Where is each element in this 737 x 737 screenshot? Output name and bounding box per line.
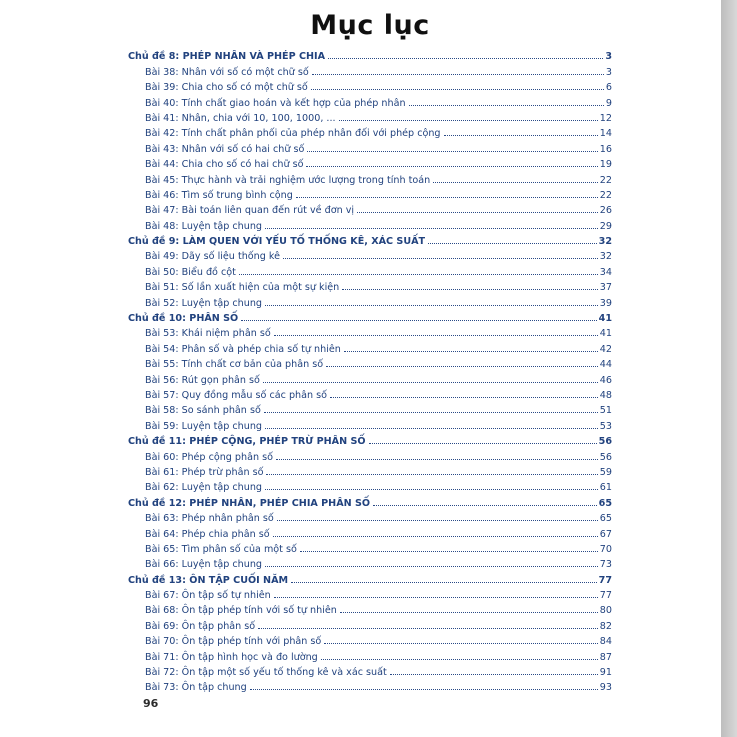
toc-item-row [128, 139, 612, 154]
dot-leader [250, 689, 598, 690]
toc-item-row [128, 324, 612, 339]
toc-entry-label: Bài 70: Ôn tập phép tính với phân số [145, 636, 322, 648]
dot-leader [330, 397, 598, 398]
toc-entry-page: 34 [599, 266, 612, 278]
toc-entry-label: Bài 40: Tính chất giao hoán và kết hợp của phép nhân [145, 97, 406, 109]
toc-entry-page: 22 [599, 189, 612, 201]
toc-item-row [128, 416, 612, 431]
toc-chapter-row [128, 432, 612, 447]
toc-entry-label: Bài 46: Tìm số trung bình cộng [145, 189, 293, 201]
page-number: 96 [143, 697, 159, 710]
toc-entry-page: 32 [599, 251, 612, 263]
toc-entry-page: 48 [599, 389, 612, 401]
toc-entry-label: Bài 58: So sánh phân số [145, 405, 261, 417]
toc-entry-label: Bài 67: Ôn tập số tự nhiên [145, 590, 271, 602]
toc-item-row [128, 186, 612, 201]
dot-leader [444, 135, 598, 136]
toc-entry-label: Bài 69: Ôn tập phân số [145, 620, 256, 632]
toc-entry-label: Chủ đề 13: ÔN TẬP CUỐI NĂM [128, 574, 289, 586]
dot-leader [312, 74, 604, 75]
dot-leader [306, 166, 597, 167]
dot-leader [390, 674, 598, 675]
dot-leader [265, 489, 598, 490]
toc-entry-label: Bài 72: Ôn tập một số yếu tố thống kê và xác suất [145, 667, 387, 679]
dot-leader [296, 197, 598, 198]
toc-entry-page: 3 [605, 51, 612, 63]
dot-leader [428, 243, 597, 244]
toc-entry-label: Bài 59: Luyện tập chung [145, 420, 263, 432]
toc-entry-page: 46 [599, 374, 612, 386]
toc-item-row [128, 647, 612, 662]
toc-entry-page: 19 [599, 159, 612, 171]
toc-entry-label: Bài 63: Phép nhân phân số [145, 513, 274, 525]
toc-item-row [128, 370, 612, 385]
toc-entry-label: Chủ đề 10: PHÂN SỐ [128, 313, 239, 325]
toc-item-row [128, 124, 612, 139]
dot-leader [273, 536, 598, 537]
toc-entry-label: Bài 54: Phân số và phép chia số tự nhiên [145, 343, 341, 355]
toc-entry-label: Chủ đề 11: PHÉP CỘNG, PHÉP TRỪ PHÂN SỐ [128, 436, 366, 448]
dot-leader [291, 582, 597, 583]
dot-leader [369, 443, 597, 444]
dot-leader [274, 597, 598, 598]
toc-entry-page: 67 [599, 528, 612, 540]
dot-leader [265, 305, 598, 306]
toc-entry-page: 16 [599, 143, 612, 155]
toc-entry-page: 77 [599, 590, 612, 602]
toc-entry-page: 59 [599, 466, 612, 478]
toc-entry-label: Bài 44: Chia cho số có hai chữ số [145, 159, 304, 171]
toc-entry-label: Bài 66: Luyện tập chung [145, 559, 263, 571]
toc-item-row [128, 509, 612, 524]
toc-entry-label: Bài 73: Ôn tập chung [145, 682, 247, 694]
toc-entry-label: Bài 38: Nhân với số có một chữ số [145, 66, 309, 78]
dot-leader [342, 289, 598, 290]
toc-entry-page: 41 [599, 328, 612, 340]
toc-item-row [128, 447, 612, 462]
dot-leader [265, 566, 598, 567]
toc-entry-label: Bài 50: Biểu đồ cột [145, 266, 236, 278]
toc-item-row [128, 663, 612, 678]
toc-item-row [128, 540, 612, 555]
dot-leader [328, 58, 603, 59]
toc-entry-page: 93 [599, 682, 612, 694]
toc-item-row [128, 355, 612, 370]
toc-item-row [128, 93, 612, 108]
toc-entry-label: Bài 62: Luyện tập chung [145, 482, 263, 494]
dot-leader [373, 505, 597, 506]
toc-entry-label: Bài 61: Phép trừ phân số [145, 466, 264, 478]
toc-item-row [128, 201, 612, 216]
page-edge-strip [721, 0, 737, 737]
toc-item-row [128, 463, 612, 478]
toc-entry-page: 37 [599, 282, 612, 294]
dot-leader [239, 274, 598, 275]
toc-entry-page: 56 [598, 436, 612, 448]
dot-leader [340, 612, 598, 613]
dot-leader [276, 459, 598, 460]
toc-entry-label: Bài 65: Tìm phân số của một số [145, 543, 297, 555]
toc-item-row [128, 616, 612, 631]
toc-entry-page: 41 [598, 313, 612, 325]
toc-entry-label: Bài 48: Luyện tập chung [145, 220, 263, 232]
toc-entry-page: 84 [599, 636, 612, 648]
toc-item-row [128, 278, 612, 293]
dot-leader [264, 412, 598, 413]
toc-entry-page: 32 [598, 236, 612, 248]
toc-entry-page: 51 [599, 405, 612, 417]
toc-entry-page: 9 [605, 97, 612, 109]
toc-entry-page: 77 [598, 574, 612, 586]
toc-item-row [128, 524, 612, 539]
toc-entry-page: 12 [599, 112, 612, 124]
toc-item-row [128, 478, 612, 493]
toc-item-row [128, 678, 612, 693]
dot-leader [274, 335, 598, 336]
toc-entry-label: Bài 41: Nhân, chia với 10, 100, 1000, ... [145, 112, 336, 124]
toc-entry-label: Bài 51: Số lần xuất hiện của một sự kiện [145, 282, 340, 294]
dot-leader [326, 366, 598, 367]
dot-leader [283, 258, 598, 259]
toc-entry-page: 91 [599, 667, 612, 679]
toc-entry-label: Bài 64: Phép chia phân số [145, 528, 270, 540]
toc-entry-page: 56 [599, 451, 612, 463]
toc-entry-page: 42 [599, 343, 612, 355]
toc-item-row [128, 555, 612, 570]
toc-item-row [128, 109, 612, 124]
toc-chapter-row [128, 47, 612, 62]
toc-item-row [128, 293, 612, 308]
toc-entry-page: 80 [599, 605, 612, 617]
dot-leader [409, 105, 604, 106]
toc-chapter-row [128, 493, 612, 508]
dot-leader [263, 382, 598, 383]
toc-entry-page: 3 [605, 66, 612, 78]
toc-entry-page: 73 [599, 559, 612, 571]
toc-chapter-row [128, 309, 612, 324]
toc-entry-label: Bài 43: Nhân với số có hai chữ số [145, 143, 305, 155]
toc-item-row [128, 62, 612, 77]
toc-entry-label: Bài 39: Chia cho số có một chữ số [145, 82, 308, 94]
toc-item-row [128, 586, 612, 601]
toc-entry-label: Bài 56: Rút gọn phân số [145, 374, 260, 386]
toc-entry-page: 53 [599, 420, 612, 432]
toc-item-row [128, 262, 612, 277]
toc-entry-page: 6 [605, 82, 612, 94]
dot-leader [241, 320, 596, 321]
toc-entry-label: Chủ đề 8: PHÉP NHÂN VÀ PHÉP CHIA [128, 51, 326, 63]
toc-chapter-row [128, 232, 612, 247]
toc-entry-label: Bài 52: Luyện tập chung [145, 297, 263, 309]
dot-leader [277, 520, 598, 521]
toc-entry-page: 39 [599, 297, 612, 309]
toc-entry-label: Bài 47: Bài toán liên quan đến rút về đơn vị [145, 205, 355, 217]
toc-item-row [128, 601, 612, 616]
toc-entry-label: Chủ đề 9: LÀM QUEN VỚI YẾU TỐ THỐNG KÊ, XÁC SUẤT [128, 236, 426, 248]
toc-entry-label: Bài 57: Quy đồng mẫu số các phân số [145, 389, 328, 401]
toc-item-row [128, 339, 612, 354]
toc-entry-label: Bài 45: Thực hành và trải nghiệm ước lượng trong tính toán [145, 174, 431, 186]
toc-item-row [128, 247, 612, 262]
toc-item-row [128, 401, 612, 416]
dot-leader [307, 151, 597, 152]
toc-item-row [128, 155, 612, 170]
dot-leader [265, 428, 598, 429]
toc-entry-page: 29 [599, 220, 612, 232]
toc-entry-page: 22 [599, 174, 612, 186]
toc-entry-page: 14 [599, 128, 612, 140]
toc-item-row [128, 170, 612, 185]
dot-leader [433, 182, 598, 183]
dot-leader [258, 628, 598, 629]
toc-entry-page: 65 [598, 497, 612, 509]
toc-entry-label: Bài 49: Dãy số liệu thống kê [145, 251, 280, 263]
dot-leader [311, 89, 604, 90]
toc-entry-label: Bài 55: Tính chất cơ bản của phân số [145, 359, 324, 371]
toc-entry-page: 82 [599, 620, 612, 632]
toc-entry-page: 65 [599, 513, 612, 525]
page-title: Mục lục [310, 10, 430, 41]
dot-leader [344, 351, 598, 352]
dot-leader [339, 120, 598, 121]
toc-entry-page: 44 [599, 359, 612, 371]
toc-item-row [128, 216, 612, 231]
toc-entry-label: Bài 42: Tính chất phân phối của phép nhân đối với phép cộng [145, 128, 441, 140]
toc-item-row [128, 632, 612, 647]
toc-list [128, 47, 612, 693]
toc-entry-label: Bài 71: Ôn tập hình học và đo lường [145, 651, 318, 663]
toc-item-row [128, 386, 612, 401]
dot-leader [324, 643, 597, 644]
toc-entry-page: 26 [599, 205, 612, 217]
toc-entry-label: Bài 68: Ôn tập phép tính với số tự nhiên [145, 605, 337, 617]
toc-entry-page: 87 [599, 651, 612, 663]
toc-entry-label: Bài 60: Phép cộng phân số [145, 451, 273, 463]
dot-leader [357, 212, 598, 213]
dot-leader [300, 551, 598, 552]
toc-entry-label: Chủ đề 12: PHÉP NHÂN, PHÉP CHIA PHÂN SỐ [128, 497, 371, 509]
dot-leader [321, 659, 598, 660]
toc-chapter-row [128, 570, 612, 585]
toc-item-row [128, 78, 612, 93]
toc-entry-page: 61 [599, 482, 612, 494]
toc-entry-page: 70 [599, 543, 612, 555]
toc-entry-label: Bài 53: Khái niệm phân số [145, 328, 271, 340]
dot-leader [266, 474, 597, 475]
dot-leader [265, 228, 598, 229]
